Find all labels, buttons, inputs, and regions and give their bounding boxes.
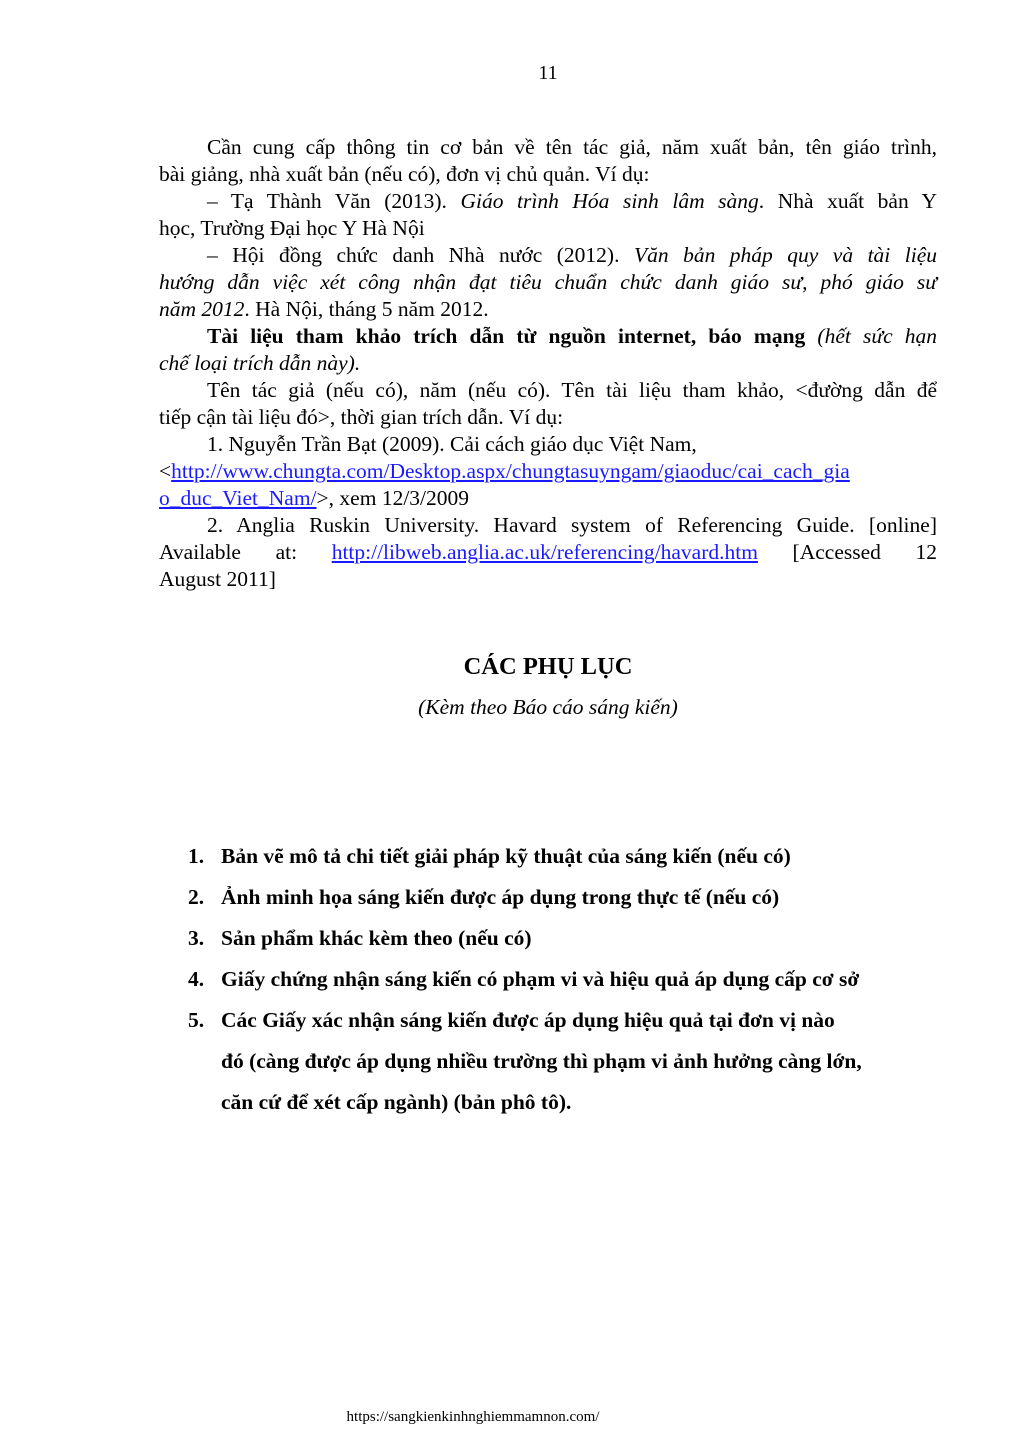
example-2-title-part-1: Văn bản pháp quy và tài liệu [633, 243, 937, 267]
reference-2-line-2: Available at: http://libweb.anglia.ac.uk/referencing/havard.htm [Accessed 12 [159, 540, 938, 564]
reference-2-line-3: August 2011] [159, 567, 276, 591]
list-item: 2. Ảnh minh họa sáng kiến được áp dụng trong thực tế (nếu có) [188, 885, 780, 909]
internet-sources-note: chế loại trích dẫn này). [159, 351, 361, 375]
intro-line-2: bài giảng, nhà xuất bản (nếu có), đơn vị chủ quản. Ví dụ: [159, 162, 650, 186]
reference-2-link[interactable]: http://libweb.anglia.ac.uk/referencing/havard.htm [331, 540, 758, 564]
list-item: 5. Các Giấy xác nhận sáng kiến được áp dụng hiệu quả tại đơn vị nào [188, 1008, 835, 1032]
appendix-title: CÁC PHỤ LỤC [463, 653, 633, 680]
appendix-subtitle: (Kèm theo Báo cáo sáng kiến) [418, 695, 678, 719]
example-2-line-1: – Hội đồng chức danh Nhà nước (2012). Văn bản pháp quy và tài liệu [207, 243, 937, 267]
example-1-line-1: – Tạ Thành Văn (2013). Giáo trình Hóa sinh lâm sàng. Nhà xuất bản Y [207, 189, 937, 213]
example-1-title: Giáo trình Hóa sinh lâm sàng [460, 189, 759, 213]
list-item: 1. Bản vẽ mô tả chi tiết giải pháp kỹ thuật của sáng kiến (nếu có) [188, 844, 791, 868]
footer-url: https://sangkienkinhnghiemmamnon.com/ [346, 1409, 600, 1425]
list-item: 4. Giấy chứng nhận sáng kiến có phạm vi và hiệu quả áp dụng cấp cơ sở [188, 967, 860, 991]
internet-sources-heading: Tài liệu tham khảo trích dẫn từ nguồn internet, báo mạng (hết sức hạn [207, 324, 937, 348]
list-item-continuation: đó (càng được áp dụng nhiều trường thì phạm vi ảnh hưởng càng lớn, [221, 1049, 862, 1073]
reference-1-link-cont[interactable]: o_duc_Viet_Nam/ [159, 486, 317, 510]
reference-1-link[interactable]: http://www.chungta.com/Desktop.aspx/chungtasuyngam/giaoduc/cai_cach_gia [171, 459, 850, 483]
format-line-2: tiếp cận tài liệu đó>, thời gian trích dẫn. Ví dụ: [159, 405, 564, 429]
list-item-continuation: căn cứ để xét cấp ngành) (bản phô tô). [221, 1090, 572, 1114]
reference-1-line-1: 1. Nguyễn Trần Bạt (2009). Cải cách giáo dục Việt Nam, [207, 432, 697, 456]
format-line-1: Tên tác giả (nếu có), năm (nếu có). Tên tài liệu tham khảo, <đường dẫn để [207, 378, 937, 402]
intro-line-1: Cần cung cấp thông tin cơ bản về tên tác giả, năm xuất bản, tên giáo trình, [207, 135, 937, 159]
document-body [159, 134, 937, 593]
reference-2-line-1: 2. Anglia Ruskin University. Havard system of Referencing Guide. [online] [207, 513, 937, 537]
reference-1-line-3: o_duc_Viet_Nam/>, xem 12/3/2009 [159, 486, 470, 510]
page-number: 11 [538, 62, 558, 84]
reference-1-line-2: <http://www.chungta.com/Desktop.aspx/chungtasuyngam/giaoduc/cai_cach_gia [159, 459, 850, 483]
appendix-list [188, 836, 940, 1123]
example-1-line-2: học, Trường Đại học Y Hà Nội [159, 216, 425, 240]
example-2-line-3: năm 2012. Hà Nội, tháng 5 năm 2012. [159, 297, 489, 321]
example-2-line-2: hướng dẫn việc xét công nhận đạt tiêu chuẩn chức danh giáo sư, phó giáo sư [159, 270, 937, 294]
list-item: 3. Sản phẩm khác kèm theo (nếu có) [188, 926, 532, 950]
